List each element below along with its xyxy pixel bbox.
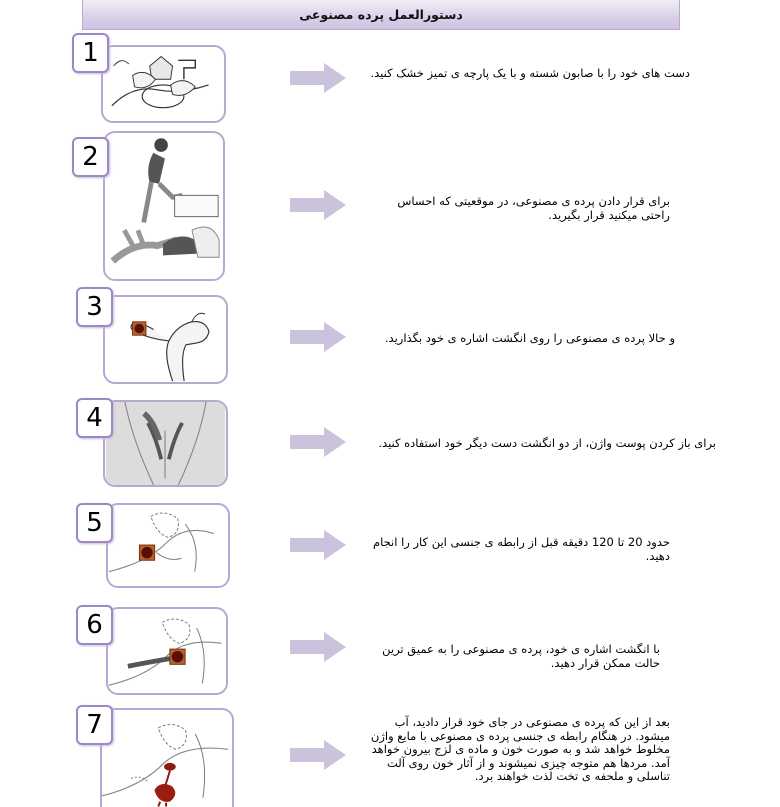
step-instruction: حدود 20 تا 120 دقیقه قبل از رابطه ی جنسی این کار را انجام دهید. xyxy=(373,535,670,563)
arrow-right-icon xyxy=(290,63,346,93)
arrow-right-icon xyxy=(290,190,346,220)
step-instruction: دست های خود را با صابون شسته و با یک پارچه ی تمیز خشک کنید. xyxy=(370,66,690,80)
finger-placement-illustration xyxy=(103,295,228,384)
step-instruction: و حالا پرده ی مصنوعی را روی انگشت اشاره ی خود بگذارید. xyxy=(384,331,675,345)
step-number-badge: 1 xyxy=(72,33,109,73)
step-instruction: برای باز کردن پوست واژن، از دو انگشت دست دیگر خود استفاده کنید. xyxy=(378,436,716,450)
result-illustration xyxy=(100,708,234,807)
step-number-badge: 3 xyxy=(76,287,113,327)
timing-illustration xyxy=(106,503,230,588)
hand-washing-illustration xyxy=(101,45,226,123)
page-title: دستورالعمل پرده مصنوعی xyxy=(82,0,680,30)
positioning-illustration xyxy=(103,131,225,281)
arrow-right-icon xyxy=(290,322,346,352)
step-number-badge: 5 xyxy=(76,503,113,543)
step-instruction: برای قرار دادن پرده ی مصنوعی، در موقعیتی که احساس راحتی میکنید قرار بگیرید. xyxy=(397,194,670,222)
step-instruction: با انگشت اشاره ی خود، پرده ی مصنوعی را به عمیق ترین حالت ممکن قرار دهید. xyxy=(382,642,660,670)
step-number-badge: 7 xyxy=(76,705,113,745)
arrow-right-icon xyxy=(290,530,346,560)
step-number-badge: 2 xyxy=(72,137,109,177)
step-number-badge: 4 xyxy=(76,398,113,438)
opening-illustration xyxy=(103,400,228,487)
arrow-right-icon xyxy=(290,427,346,457)
step-instruction: بعد از این که پرده ی مصنوعی در جای خود قرار دادید، آب میشود. در هنگام رابطه ی جنسی پرده ی مصنوعی با مایع واژن مخلوط خواهد شد و به صورت خون و ماده ی لزج بیرون خواهد آمد. مردها هم متوجه چیزی نمیشوند و از آثار خون روی آلت تناسلی و ملحفه ی تخت لذت خواهند برد. xyxy=(370,715,670,783)
arrow-right-icon xyxy=(290,632,346,662)
step-number-badge: 6 xyxy=(76,605,113,645)
arrow-right-icon xyxy=(290,740,346,770)
insertion-illustration xyxy=(106,607,228,695)
